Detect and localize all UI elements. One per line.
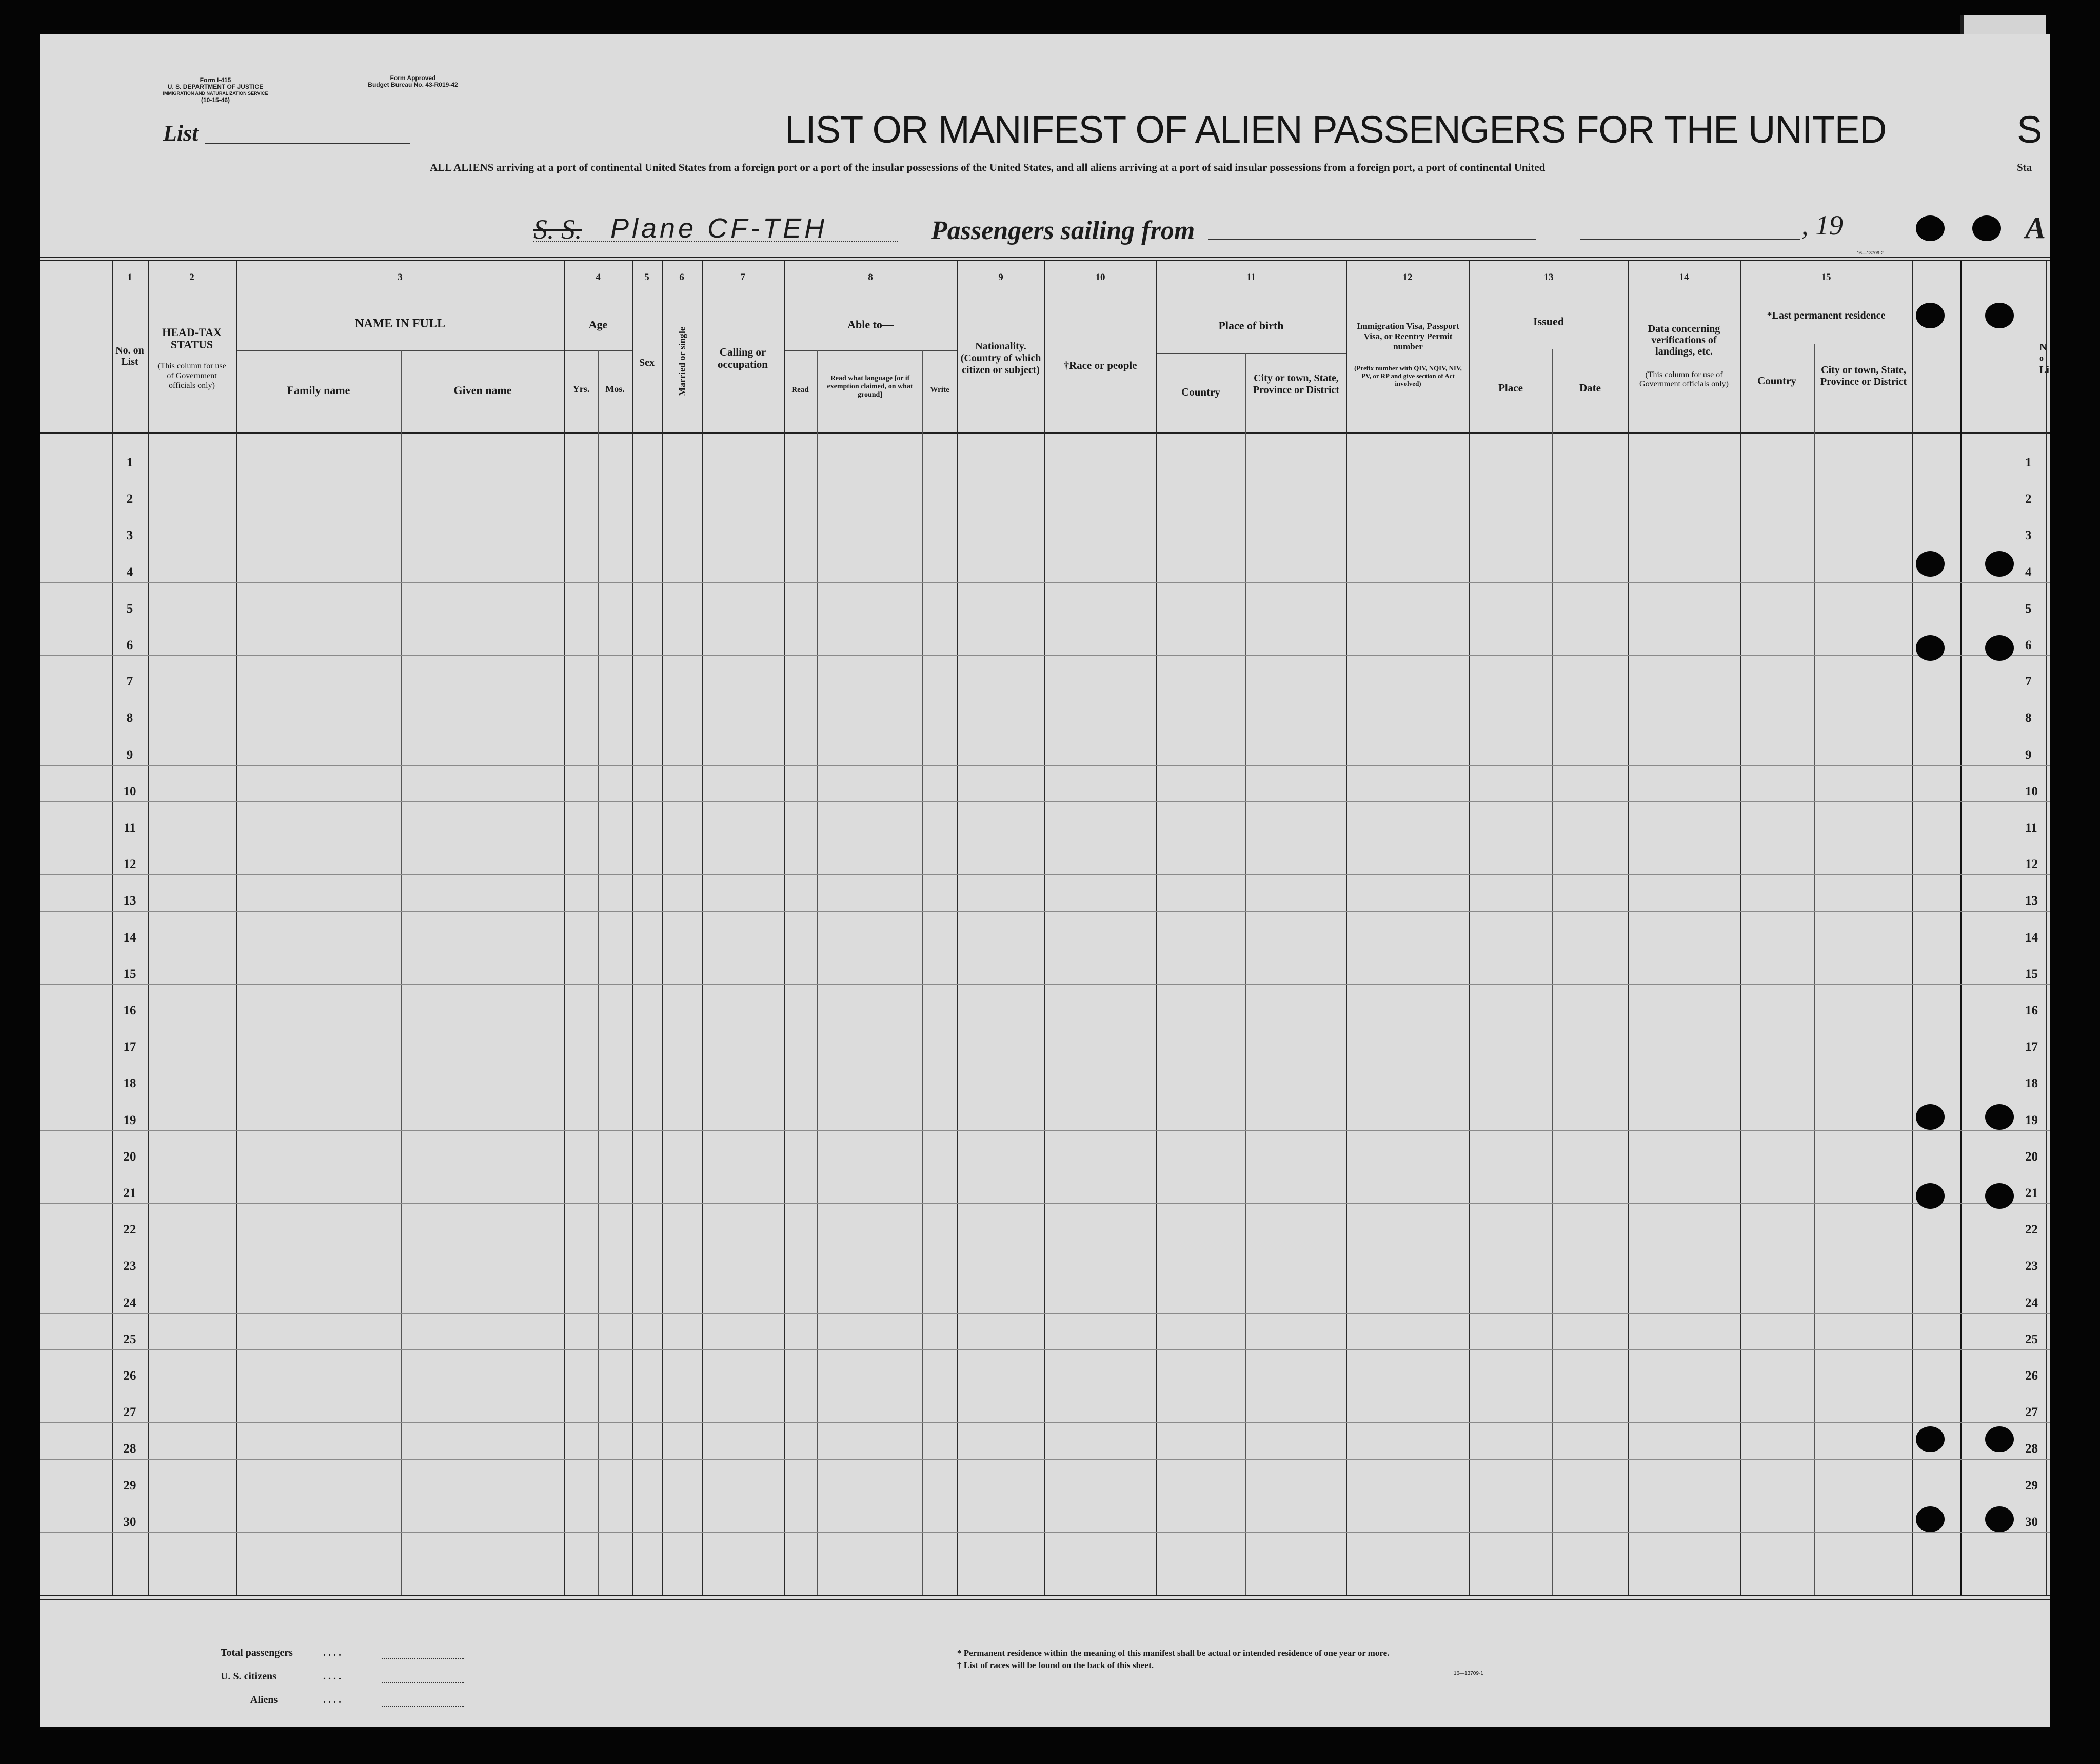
header-residence-city: City or town, State, Province or District	[1820, 364, 1907, 387]
subtitle-fragment-right: Sta	[2017, 161, 2032, 173]
form-date: (10-15-46)	[201, 96, 230, 104]
row-number: 3	[126, 528, 133, 542]
col-number: 13	[1543, 272, 1554, 283]
punch-hole	[1916, 1426, 1945, 1452]
col-divider	[662, 261, 663, 1595]
header-residence-country: Country	[1757, 375, 1796, 387]
row-number: 14	[123, 931, 136, 945]
row-number-right: 16	[2025, 1004, 2038, 1017]
row-rule	[40, 1532, 2050, 1533]
title-fragment-right: S	[2017, 108, 2043, 151]
row-number: 12	[123, 857, 136, 871]
row-number: 15	[123, 967, 136, 981]
header-last-residence: *Last permanent residence	[1767, 310, 1886, 321]
punch-hole	[1985, 1506, 2014, 1532]
row-rule	[40, 1313, 2050, 1314]
header-sex: Sex	[639, 357, 655, 368]
page-subtitle: ALL ALIENS arriving at a port of continental United States from a foreign port or a port of the insular possessions of the United States, and all aliens arriving at a port of said insular possessions from a foreign port, a port of continental United	[430, 161, 1546, 173]
table-top-border	[40, 257, 2050, 258]
col-number: 14	[1679, 272, 1689, 283]
vessel-line	[533, 241, 898, 242]
col-divider	[1044, 261, 1045, 1595]
department-name: U. S. DEPARTMENT OF JUSTICE	[167, 83, 264, 90]
table-bottom-border	[40, 1595, 2050, 1596]
col-number: 4	[596, 272, 601, 283]
punch-hole	[1985, 635, 2014, 661]
col-number: 9	[998, 272, 1003, 283]
header-visa: Immigration Visa, Passport Visa, or Reentry Permit number	[1357, 321, 1459, 351]
footnote-residence: * Permanent residence within the meaning of this manifest shall be actual or intended residence of one year or more.	[957, 1648, 1390, 1658]
row-number: 11	[124, 821, 136, 835]
footer-citizens-label: U. S. citizens	[221, 1671, 276, 1682]
footer-total-label: Total passengers	[221, 1647, 293, 1658]
col-divider	[148, 261, 149, 1595]
footer-total-dots: . . . .	[323, 1647, 341, 1658]
footnote-races: † List of races will be found on the back of this sheet.	[957, 1660, 1154, 1670]
punch-hole	[1916, 1104, 1945, 1130]
row-number: 21	[123, 1186, 136, 1200]
row-number-right: 28	[2025, 1442, 2038, 1456]
row-number: 22	[123, 1223, 136, 1237]
header-race: †Race or people	[1063, 359, 1137, 371]
total-passengers-field[interactable]	[382, 1658, 464, 1659]
header-age-mos: Mos.	[605, 384, 625, 394]
col-divider	[784, 261, 785, 1595]
us-citizens-field[interactable]	[382, 1682, 464, 1683]
punch-hole	[1916, 215, 1945, 241]
header-verification: Data concerning verifications of landings, etc.	[1648, 323, 1720, 357]
col-number: 2	[189, 272, 194, 283]
row-number: 28	[123, 1442, 136, 1456]
service-name: IMMIGRATION AND NATURALIZATION SERVICE	[163, 91, 268, 96]
col-divider	[401, 350, 402, 1595]
punch-hole	[1985, 551, 2014, 577]
header-visa-note: (Prefix number with QIV, NQIV, NIV, PV, or RP and give section of Act involved)	[1354, 364, 1462, 387]
sailing-from-field[interactable]	[1208, 239, 1536, 240]
col-number: 10	[1095, 272, 1105, 283]
row-number: 10	[123, 785, 136, 798]
row-number-right: 17	[2025, 1040, 2038, 1054]
header-nationality: Nationality. (Country of which citizen or subject)	[960, 341, 1041, 376]
header-read: Read	[791, 386, 809, 394]
list-number-line[interactable]	[205, 143, 410, 144]
birth-subheader-line	[1156, 353, 1346, 354]
header-head-tax: HEAD-TAX STATUS	[162, 326, 222, 351]
footer-aliens-label: Aliens	[250, 1694, 278, 1706]
row-number-right: 9	[2025, 748, 2032, 762]
header-issued: Issued	[1533, 315, 1564, 328]
header-head-tax-note: (This column for use of Government officials only)	[157, 362, 226, 390]
punch-hole	[1916, 1506, 1945, 1532]
form-meta-block	[149, 77, 282, 104]
row-rule	[40, 874, 2050, 875]
header-issued-date: Date	[1579, 382, 1601, 394]
row-number-right: 13	[2025, 894, 2038, 908]
row-number-right: 27	[2025, 1405, 2038, 1419]
row-number-right: 22	[2025, 1223, 2038, 1237]
row-number-right: 2	[2025, 492, 2032, 506]
sailing-date-field[interactable]	[1580, 239, 1800, 240]
col-divider	[632, 261, 633, 1595]
col-divider	[1740, 261, 1741, 1595]
row-number-right: 18	[2025, 1076, 2038, 1090]
col-divider	[236, 261, 237, 1595]
row-number: 23	[123, 1259, 136, 1273]
col-divider	[564, 261, 565, 1595]
header-age: Age	[588, 318, 608, 331]
row-number: 2	[126, 492, 133, 506]
col-divider	[957, 261, 958, 1595]
row-number: 26	[123, 1369, 136, 1383]
row-rule	[40, 1422, 2050, 1423]
header-birth-country: Country	[1181, 386, 1220, 398]
row-number: 7	[126, 675, 133, 689]
footer-aliens-dots: . . . .	[323, 1694, 341, 1706]
footer-citizens-dots: . . . .	[323, 1671, 341, 1682]
row-number: 20	[123, 1150, 136, 1164]
sailing-from-label: Passengers sailing from	[931, 216, 1195, 245]
list-label: List	[163, 121, 199, 146]
header-name-in-full: NAME IN FULL	[354, 317, 445, 330]
row-number-right: 23	[2025, 1259, 2038, 1273]
punch-hole	[1985, 303, 2014, 328]
row-number: 1	[126, 456, 133, 469]
punch-hole	[1916, 635, 1945, 661]
row-number-right: 19	[2025, 1113, 2038, 1127]
row-number-right: 30	[2025, 1515, 2038, 1529]
row-number-right: 29	[2025, 1479, 2038, 1493]
header-age-yrs: Yrs.	[572, 384, 590, 394]
col-number: 12	[1402, 272, 1413, 283]
row-number: 13	[123, 894, 136, 908]
right-header-n: N	[2039, 342, 2047, 353]
footer-code: 16—13709-1	[1454, 1671, 1483, 1676]
row-number: 24	[123, 1296, 136, 1310]
header-write: Write	[930, 386, 949, 394]
row-number-right: 3	[2025, 528, 2032, 542]
col-divider	[817, 350, 818, 1595]
header-given-name: Given name	[453, 384, 512, 397]
col-divider	[922, 350, 923, 1595]
row-number: 18	[123, 1076, 136, 1090]
row-number-right: 24	[2025, 1296, 2038, 1310]
page-fold	[1960, 261, 1962, 1595]
punch-hole	[1916, 1183, 1945, 1209]
header-issued-place: Place	[1498, 382, 1523, 394]
right-header-o: o	[2039, 354, 2044, 363]
col-divider	[1346, 261, 1347, 1595]
punch-hole	[1972, 215, 2001, 241]
row-number: 19	[123, 1113, 136, 1127]
row-number-right: 5	[2025, 602, 2032, 616]
row-rule	[40, 1459, 2050, 1460]
year-label: , 19	[1801, 210, 1843, 241]
row-number-right: 1	[2025, 456, 2032, 469]
col-divider	[598, 350, 599, 1595]
row-number-right: 20	[2025, 1150, 2038, 1164]
punch-hole	[1985, 1104, 2014, 1130]
row-rule	[40, 1130, 2050, 1131]
row-number-right: 10	[2025, 785, 2038, 798]
name-subheader-line	[236, 350, 564, 351]
header-verification-note: (This column for use of Government officials only)	[1639, 370, 1729, 388]
row-number-right: 6	[2025, 638, 2032, 652]
right-header-li: Li	[2039, 364, 2049, 376]
row-rule	[40, 582, 2050, 583]
punch-hole	[1916, 551, 1945, 577]
row-number-right: 7	[2025, 675, 2032, 689]
approval-block	[354, 75, 472, 88]
row-number-right: 12	[2025, 857, 2038, 871]
row-rule	[40, 1203, 2050, 1204]
col-number: 11	[1246, 272, 1256, 283]
col-divider	[1245, 353, 1246, 1595]
col-divider	[1814, 344, 1815, 1595]
header-read-language: Read what language [or if exemption claimed, on what ground]	[827, 375, 913, 399]
header-able-to: Able to—	[847, 318, 894, 331]
row-number: 4	[126, 565, 133, 579]
col-divider	[1552, 349, 1553, 1595]
page-title: LIST OR MANIFEST OF ALIEN PASSENGERS FOR THE UNITED	[785, 108, 1887, 151]
punch-hole	[1985, 1426, 2014, 1452]
row-number: 8	[126, 711, 133, 725]
row-number-right: 4	[2025, 565, 2032, 579]
table-bottom-border-2	[40, 1599, 2050, 1600]
row-number-right: 26	[2025, 1369, 2038, 1383]
punch-hole	[1985, 1183, 2014, 1209]
punch-hole	[1916, 303, 1945, 328]
row-number: 17	[123, 1040, 136, 1054]
col-divider	[1156, 261, 1157, 1595]
row-rule	[40, 765, 2050, 766]
header-married-single: Married or single	[677, 327, 687, 396]
row-number-right: 15	[2025, 967, 2038, 981]
vessel-fragment-right: A	[2025, 211, 2046, 245]
row-number: 30	[123, 1515, 136, 1529]
row-number: 6	[126, 638, 133, 652]
row-number: 9	[126, 748, 133, 762]
row-number-right: 14	[2025, 931, 2038, 945]
row-number: 29	[123, 1479, 136, 1493]
aliens-field[interactable]	[382, 1706, 464, 1707]
row-number: 16	[123, 1004, 136, 1017]
header-family-name: Family name	[287, 384, 350, 397]
row-number: 5	[126, 602, 133, 616]
header-calling: Calling or occupation	[717, 346, 768, 370]
row-rule	[40, 1349, 2050, 1350]
col-divider	[1628, 261, 1629, 1595]
row-rule	[40, 655, 2050, 656]
col-number: 15	[1821, 272, 1831, 283]
row-number-right: 21	[2025, 1186, 2038, 1200]
form-number: Form I-415	[200, 76, 231, 84]
col-number: 1	[127, 272, 132, 283]
col-number: 3	[398, 272, 403, 283]
col-divider	[702, 261, 703, 1595]
form-approved: Form Approved	[390, 74, 436, 82]
top-code: 16—13709-2	[1857, 250, 1884, 256]
vessel-handwritten: Plane CF-TEH	[610, 213, 828, 244]
col-number: 7	[740, 272, 745, 283]
header-no-on-list: No. on List	[115, 345, 144, 367]
col-number: 5	[644, 272, 649, 283]
budget-number: Budget Bureau No. 43-R019-42	[368, 81, 458, 88]
vessel-prefix: S. S.	[533, 214, 582, 245]
row-number: 27	[123, 1405, 136, 1419]
col-divider	[1912, 261, 1913, 1595]
row-rule	[40, 801, 2050, 802]
col-divider	[1469, 261, 1470, 1595]
col-number: 6	[679, 272, 684, 283]
row-number-right: 25	[2025, 1332, 2038, 1346]
row-number: 25	[123, 1332, 136, 1346]
able-subheader-line	[784, 350, 958, 351]
row-rule	[40, 984, 2050, 985]
header-birth-city: City or town, State, Province or District	[1253, 373, 1340, 396]
header-place-of-birth: Place of birth	[1218, 319, 1284, 332]
col-number: 8	[868, 272, 873, 283]
row-number-right: 8	[2025, 711, 2032, 725]
row-rule	[40, 911, 2050, 912]
row-number-right: 11	[2025, 821, 2037, 835]
